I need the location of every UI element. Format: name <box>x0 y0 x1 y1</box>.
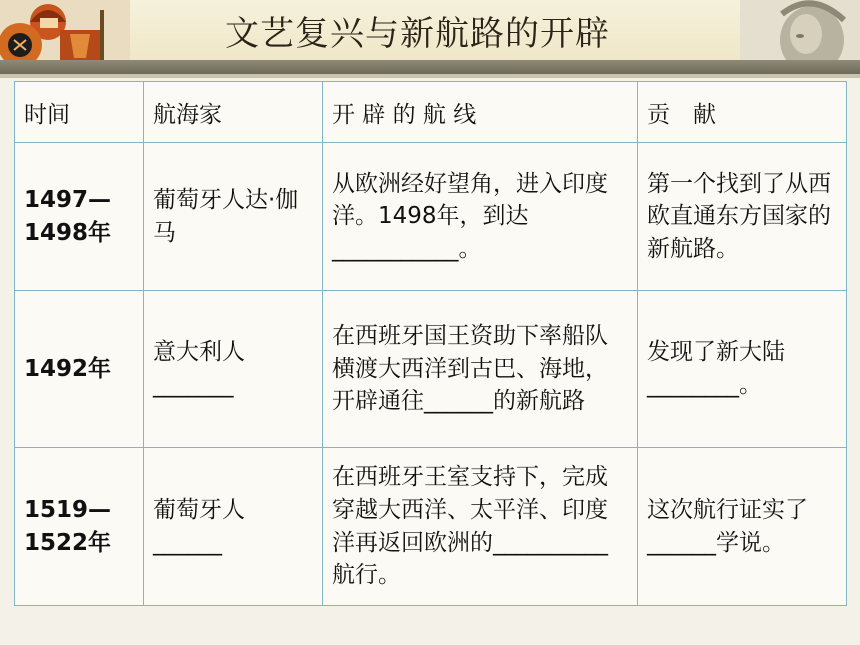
time-line: 1522年 <box>24 529 112 556</box>
time-line: 1519— <box>24 496 112 523</box>
greek-warrior-decoration-icon <box>0 0 130 60</box>
row-time <box>15 448 144 606</box>
row-navigator: 葡萄牙人______ <box>144 448 323 606</box>
row-contribution: 第一个找到了从西欧直通东方国家的新航路。 <box>638 143 847 291</box>
row-route: 在西班牙王室支持下，完成穿越大西洋、太平洋、印度洋再返回欧洲的__________航行。 <box>323 448 638 606</box>
title-divider-band <box>0 60 860 74</box>
row-contribution: 发现了新大陆________。 <box>638 291 847 448</box>
time-line: 1498年 <box>24 219 112 246</box>
row-navigator: 葡萄牙人达·伽马 <box>144 143 323 291</box>
title-divider-highlight <box>0 74 860 78</box>
table-row <box>15 143 847 291</box>
header-route: 开 辟 的 航 线 <box>323 82 638 143</box>
row-navigator: 意大利人_______ <box>144 291 323 448</box>
time-line: 1492年 <box>24 355 112 382</box>
header-time: 时间 <box>15 82 144 143</box>
row-time <box>15 291 144 448</box>
table-row <box>15 291 847 448</box>
table-header-row <box>15 82 847 143</box>
header-navigator: 航海家 <box>144 82 323 143</box>
header-contribution: 贡 献 <box>638 82 847 143</box>
table-row <box>15 448 847 606</box>
page-title: 文艺复兴与新航路的开辟 <box>225 14 610 54</box>
row-contribution: 这次航行证实了______学说。 <box>638 448 847 606</box>
row-route: 在西班牙国王资助下率船队横渡大西洋到古巴、海地，开辟通往______的新航路 <box>323 291 638 448</box>
row-route: 从欧洲经好望角，进入印度洋。1498年，到达___________。 <box>323 143 638 291</box>
time-line: 1497— <box>24 186 112 213</box>
navigation-routes-table <box>14 81 847 606</box>
title-banner <box>0 0 860 60</box>
statue-head-decoration-icon <box>740 0 860 60</box>
row-time <box>15 143 144 291</box>
